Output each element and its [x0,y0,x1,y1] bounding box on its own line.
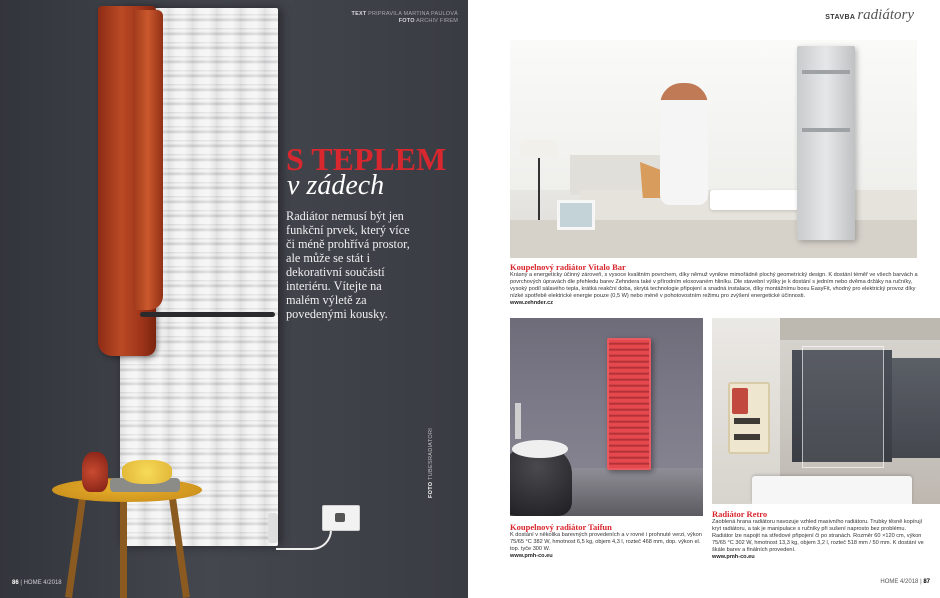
red-bottle [82,452,108,492]
left-folio-mag: HOME 4/2018 [23,580,62,586]
glass-partition [802,346,884,468]
picture-frame [557,200,595,230]
wall-socket [322,505,360,531]
floor-lamp-stand [538,158,540,220]
caption-taifun [510,522,703,559]
stool-leg [120,500,127,598]
ceiling [772,318,940,340]
right-folio-mag: HOME 4/2018 [880,579,919,585]
right-page-number: 87 [923,579,930,585]
red-towel [732,388,748,414]
taifun-red-radiator [607,338,651,470]
caption-title: Radiátor Retro [712,509,768,519]
red-towel-fold [133,10,163,310]
caption-url: www.pmh-co.eu [510,553,553,559]
credit-text-label: TEXT [351,11,367,17]
headline-line-1: S TEPLEM [286,141,447,177]
credit-text: PRIPRAVILA MARTINA PAULOVÁ [368,11,458,17]
left-folio: 86 | HOME 4/2018 [12,580,62,586]
left-page-number: 86 [12,580,19,586]
radiator-slot [734,434,760,440]
bathtub [752,476,912,504]
credit-photo: ARCHIV FIREM [416,18,458,24]
right-folio: HOME 4/2018 | 87 [880,579,930,585]
caption-body: Krásný a energeticky účinný zároveň, s vysoce kvalitním povrchem, díky němuž vyniknе mimořádně plochý geometrický design. K dostání téměř ve všech barvách a povrchových úpravách dle přehledu barev Zehndera také v přírodním eloxovaném hliníku. Dle stavební výšky je k dostání s jedním nebo dvěma držáky na ručníky, vysoký podíl sálavého tepla, krátká reakční doba, skrytá technologie připojení a snadná instalace, díky montážnímu boxu EasyFit, vhodný pro elektrický provoz díky nízké spotřebě elektrické energie pouze (0,5 W) nebo méně v pohotovostním režimu pro zvýšení energetické účinnosti. [510,272,918,299]
article-credits [342,11,458,25]
towel-rail [140,312,275,317]
left-page [0,0,468,598]
caption-title: Koupelnový radiátor Vitalo Bar [510,262,626,272]
towel-bar [802,70,850,74]
section-title: radiátory [857,7,914,23]
caption-url: www.pmh-co.eu [712,554,755,560]
caption-vitalo-bar [510,262,918,306]
jumping-woman [660,83,708,205]
radiator-slot [734,418,760,424]
section-header [825,7,914,24]
towel-bar [802,128,850,132]
caption-body: K dostání v několika barevných provedeních a v rovné i prohnuté verzi, výkon 75/65 °C 382 W, hmotnost 6,5 kg, objem 4,3 l, rozteč 468 mm, dop. výkon el. top. tyče 300 W. [510,532,702,552]
photo-taifun [510,318,703,516]
faucet [515,403,521,439]
floor-lamp-shade [520,140,558,158]
headline-line-2: v zádech [287,170,385,201]
section-category: STAVBA [825,14,856,21]
caption-retro [712,509,924,560]
intro-paragraph: Radiátor nemusí být jen funkční prvek, který více či méně prohřívá prostor, ale může se stát i dekorativní součástí interiéru. Vítejte na malém výletě za povedenými kousky. [286,209,410,321]
photo-retro [712,318,940,504]
photo-vitalo-bar [510,40,917,258]
caption-url: www.zehnder.cz [510,300,553,306]
photo-credit [428,428,434,498]
vitalo-bar-radiator [797,46,855,240]
sink-bowl [512,440,568,458]
photo-credit-source: TUBESRADIATORI [428,427,434,480]
caption-title: Koupelnový radiátor Taifun [510,522,612,532]
photo-credit-label: FOTO [428,481,434,498]
sponge [122,460,172,484]
dark-tiles [892,358,940,458]
caption-body: Zaoblená hrana radiátoru navozuje vzhled masivního radiátoru. Trubky těsně kopírují kryt radiátoru, a tak je manipulace s ručníky při sušení naprosto bez problému. Radiátor lze napojit na středové připojení či po stranách. Rozměr 60 ×120 cm, výkon 75/65 °C 302 W, hmotnost 13,3 kg, objem 3,2 l, rozteč 518 mm / 50 mm. K dostání ve škále barev a finálních provedení. [712,519,924,553]
credit-photo-label: FOTO [398,18,415,24]
